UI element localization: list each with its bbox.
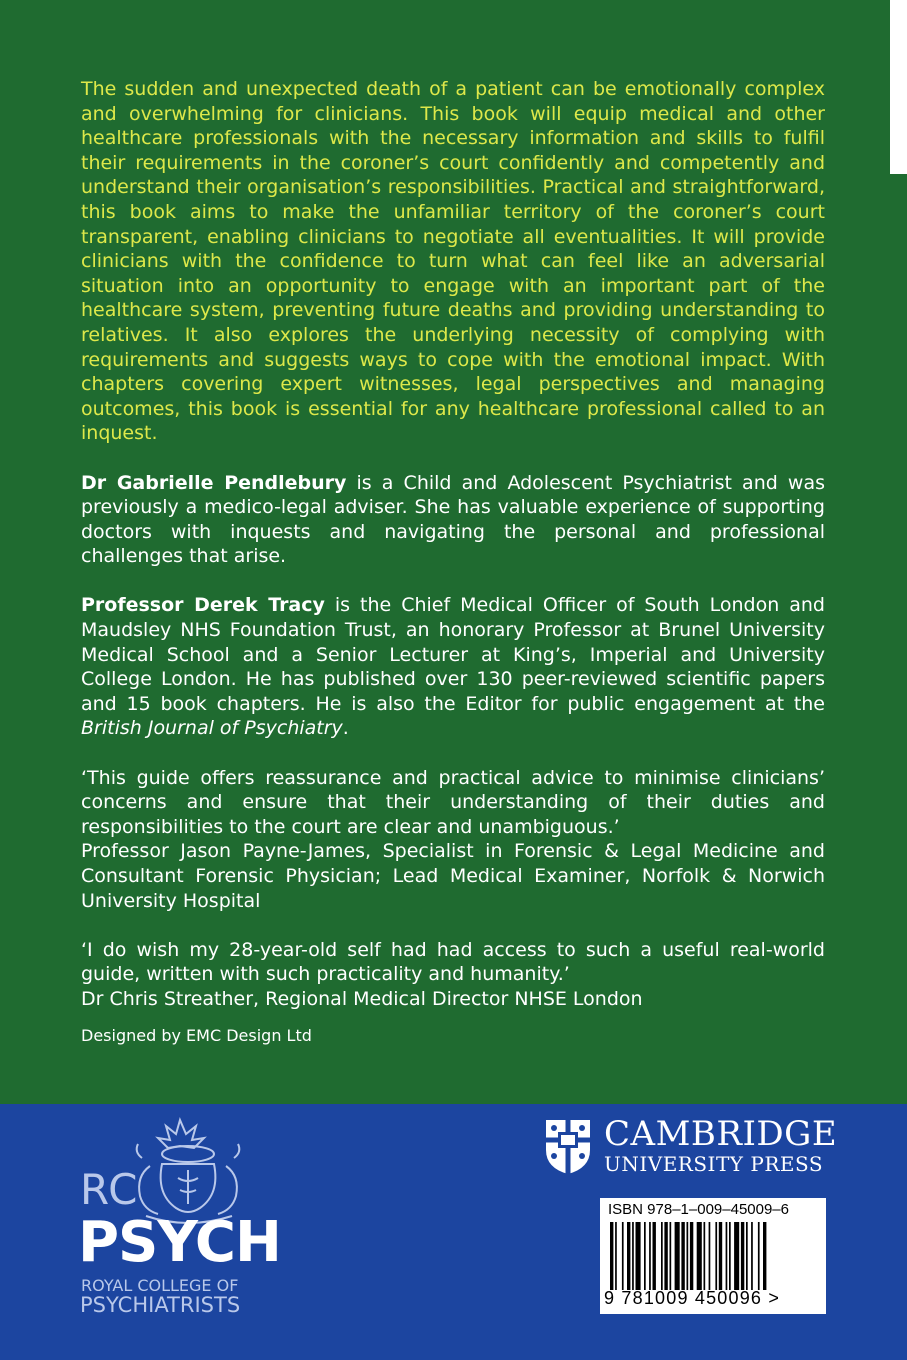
author-bio-2-text: is the Chief Medical Officer of South London and Maudsley NHS Foundation Trust, an honorary Professor at Brunel University Medical School and a Senior Lecturer at King’s, Imperial and University College London. He has published over 130 peer-reviewed scientific papers and 15 book chapters. He is also the Editor for public engagement at the [81,594,825,715]
rcpsych-logo-psych: PSYCH [78,1210,281,1275]
endorsement-2 [81,938,825,1012]
barcode-icon [610,1222,816,1290]
designer-credit: Designed by EMC Design Ltd [81,1026,312,1046]
back-cover-text [81,77,825,1071]
endorsement-1-attribution: Professor Jason Payne-James, Specialist in Forensic & Legal Medicine and Consultant Forensic Physician; Lead Medical Examiner, Norfolk & Norwich University Hospital [81,840,825,912]
isbn-label: ISBN 978–1–009–45009–6 [608,1201,789,1218]
book-blurb: The sudden and unexpected death of a patient can be emotionally complex and overwhelming for clinicians. This book will equip medical and other healthcare professionals with the necessary information and skills to fulfil their requirements in the coroner’s court confidently and competently and understand their organisation’s responsibilities. Practical and straightforward, this book aims to make the unfamiliar territory of the coroner’s court transparent, enabling clinicians to negotiate all eventualities. It will provide clinicians with the confidence to turn what can feel like an adversarial situation into an opportunity to engage with an important part of the healthcare system, preventing future deaths and providing understanding to relatives. It also explores the underlying necessity of complying with requirements and suggests ways to cope with the emotional impact. With chapters covering expert witnesses, legal perspectives and managing outcomes, this book is essential for any healthcare professional called to an inquest. [81,78,825,445]
publisher-name: CAMBRIDGE [604,1114,838,1154]
author-name-1: Dr Gabrielle Pendlebury [81,471,347,494]
author-bio-1 [81,471,825,569]
rcpsych-logo-psychiatrists: PSYCHIATRISTS [80,1293,241,1317]
cambridge-shield-icon [544,1118,592,1176]
isbn-barcode-box [600,1198,826,1314]
endorsement-2-attribution: Dr Chris Streather, Regional Medical Director NHSE London [81,987,643,1010]
endorsement-1 [81,766,825,914]
rcpsych-logo-rc: RC [80,1165,139,1214]
spine-strip [890,0,907,174]
journal-title: British Journal of Psychiatry [81,717,343,740]
endorsement-2-quote: ‘I do wish my 28-year-old self had had access to such a useful real-world guide, written with such practicality and humanity.’ [81,938,825,986]
endorsement-1-quote: ‘This guide offers reassurance and practical advice to minimise clinicians’ concerns and ensure that their understanding of their duties and responsibilities to the court are clear and unambiguous.’ [81,766,825,838]
author-bio-2 [81,593,825,741]
rcpsych-logo-royal-college: ROYAL COLLEGE OF [81,1276,239,1295]
publisher-subname: UNIVERSITY PRESS [604,1152,824,1176]
author-bio-1-text: is a Child and Adolescent Psychiatrist and was previously a medico-legal adviser. She has valuable experience of supporting doctors with inquests and navigating the personal and professional challenges that arise. [81,471,825,568]
author-name-2: Professor Derek Tracy [81,594,325,617]
barcode-digits: 9 781009 450096 > [604,1288,781,1308]
author-bio-2-end: . [342,717,349,740]
